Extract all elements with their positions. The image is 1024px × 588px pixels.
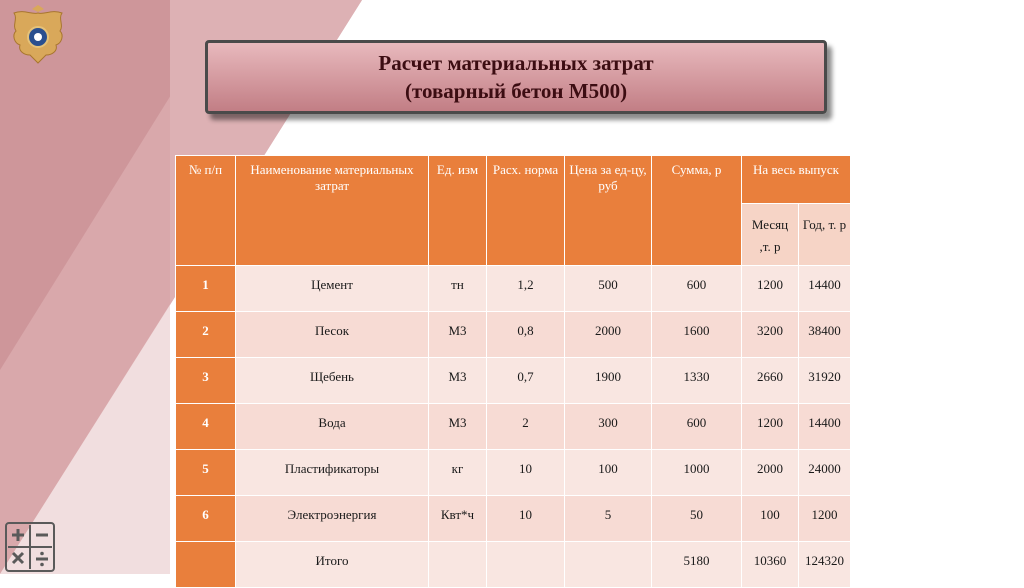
cell-num: 3 (176, 358, 236, 404)
cell-month: 3200 (742, 312, 799, 358)
table-row (176, 312, 851, 358)
header-num: № п/п (176, 156, 236, 266)
slide-title-box (205, 40, 827, 114)
cell-norm (487, 542, 565, 588)
cell-month: 1200 (742, 266, 799, 312)
calculator-icon (5, 522, 55, 572)
cell-year: 31920 (799, 358, 851, 404)
cell-year: 14400 (799, 404, 851, 450)
header-whole-output: На весь выпуск (742, 156, 851, 204)
cell-price: 1900 (565, 358, 652, 404)
table-row (176, 404, 851, 450)
cell-sum: 600 (652, 266, 742, 312)
table-row (176, 266, 851, 312)
cell-unit: Квт*ч (429, 496, 487, 542)
header-name: Наименование материальных затрат (236, 156, 429, 266)
cell-num: 2 (176, 312, 236, 358)
cell-year: 38400 (799, 312, 851, 358)
cell-name: Песок (236, 312, 429, 358)
table-row-total (176, 542, 851, 588)
cell-name: Цемент (236, 266, 429, 312)
cell-num: 5 (176, 450, 236, 496)
table-row (176, 496, 851, 542)
cell-sum: 1600 (652, 312, 742, 358)
cell-unit: М3 (429, 358, 487, 404)
cell-name: Вода (236, 404, 429, 450)
cell-price: 300 (565, 404, 652, 450)
header-unit: Ед. изм (429, 156, 487, 266)
cell-sum: 1000 (652, 450, 742, 496)
cell-norm: 0,7 (487, 358, 565, 404)
cell-price: 2000 (565, 312, 652, 358)
cell-year: 24000 (799, 450, 851, 496)
cell-unit: М3 (429, 312, 487, 358)
cell-sum: 1330 (652, 358, 742, 404)
cell-sum: 600 (652, 404, 742, 450)
slide-title-line-1: Расчет материальных затрат (378, 51, 654, 75)
cell-norm: 10 (487, 450, 565, 496)
cell-num (176, 542, 236, 588)
cell-unit: кг (429, 450, 487, 496)
cell-month: 100 (742, 496, 799, 542)
header-year: Год, т. р (799, 204, 851, 266)
cell-price (565, 542, 652, 588)
slide-title-line-2: (товарный бетон М500) (404, 79, 628, 103)
material-costs-table (175, 155, 851, 588)
cell-sum: 50 (652, 496, 742, 542)
cell-month: 1200 (742, 404, 799, 450)
cell-name: Электроэнергия (236, 496, 429, 542)
cell-year: 124320 (799, 542, 851, 588)
cell-unit: тн (429, 266, 487, 312)
cell-month: 2660 (742, 358, 799, 404)
cell-unit: М3 (429, 404, 487, 450)
cell-year: 1200 (799, 496, 851, 542)
cell-price: 100 (565, 450, 652, 496)
cell-name: Итого (236, 542, 429, 588)
cell-unit (429, 542, 487, 588)
header-price: Цена за ед-цу, руб (565, 156, 652, 266)
cell-norm: 1,2 (487, 266, 565, 312)
cell-norm: 0,8 (487, 312, 565, 358)
cell-price: 5 (565, 496, 652, 542)
cell-name: Пластификаторы (236, 450, 429, 496)
table-row (176, 450, 851, 496)
cell-num: 4 (176, 404, 236, 450)
cell-num: 6 (176, 496, 236, 542)
cell-norm: 10 (487, 496, 565, 542)
header-sum: Сумма, р (652, 156, 742, 266)
cell-num: 1 (176, 266, 236, 312)
cell-month: 2000 (742, 450, 799, 496)
cell-name: Щебень (236, 358, 429, 404)
cell-norm: 2 (487, 404, 565, 450)
table-row (176, 358, 851, 404)
cell-year: 14400 (799, 266, 851, 312)
header-month: Месяц ,т. р (742, 204, 799, 266)
emblem-eagle-icon (4, 5, 72, 67)
cell-sum: 5180 (652, 542, 742, 588)
header-norm: Расх. норма (487, 156, 565, 266)
cell-month: 10360 (742, 542, 799, 588)
cell-price: 500 (565, 266, 652, 312)
